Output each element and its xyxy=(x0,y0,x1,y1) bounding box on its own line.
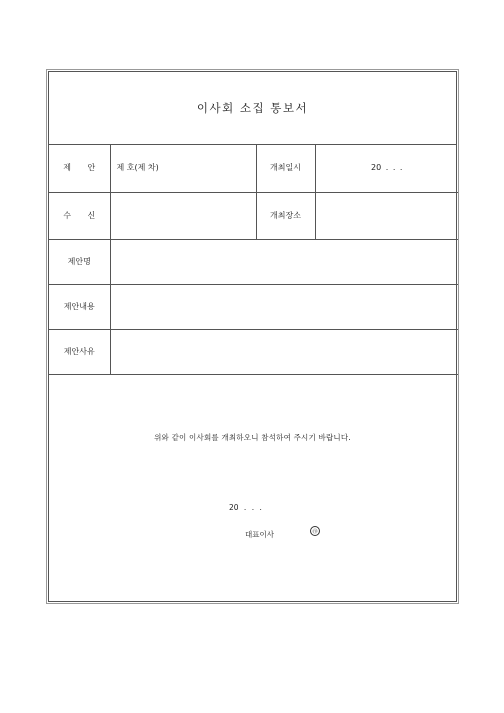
meeting-place-value xyxy=(315,192,458,239)
meeting-datetime-label: 개최일시 xyxy=(256,144,315,192)
meeting-place-label: 개최장소 xyxy=(256,192,315,239)
proposal-name-row xyxy=(49,239,458,284)
signer-label: 대표이사 xyxy=(245,530,274,539)
proposal-reason-value xyxy=(110,329,458,374)
proposal-label: 제 안 xyxy=(49,144,110,192)
recipient-label: 수 신 xyxy=(49,192,110,239)
proposal-name-label: 제안명 xyxy=(49,239,110,284)
proposal-row xyxy=(49,144,458,192)
proposal-name-value xyxy=(110,239,458,284)
issue-date: 20 . . . xyxy=(229,503,262,512)
seal-mark: ㊞ xyxy=(310,526,320,536)
meeting-notice-form xyxy=(48,71,457,602)
notice-text: 위와 같이 이사회를 개최하오니 참석하여 주시기 바랍니다. xyxy=(154,433,351,442)
meeting-datetime-value: 20 . . . xyxy=(315,144,458,192)
proposal-content-value xyxy=(110,284,458,329)
title-row xyxy=(49,72,456,145)
proposal-value: 제 호(제 차) xyxy=(110,144,256,192)
form-title: 이사회 소집 통보서 xyxy=(196,101,309,115)
notice-body xyxy=(49,380,456,602)
proposal-reason-row xyxy=(49,329,458,374)
proposal-reason-label: 제안사유 xyxy=(49,329,110,374)
recipient-value xyxy=(110,192,256,239)
form-grid xyxy=(49,144,458,375)
proposal-content-row xyxy=(49,284,458,329)
proposal-content-label: 제안내용 xyxy=(49,284,110,329)
recipient-row xyxy=(49,192,458,239)
